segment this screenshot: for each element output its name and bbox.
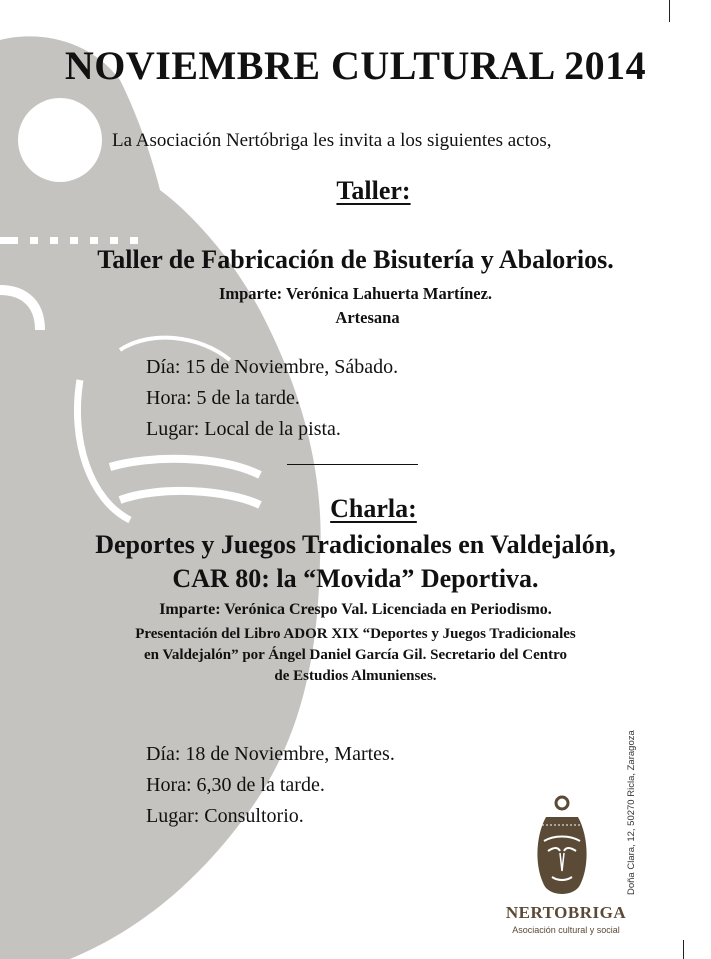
charla-lugar: Lugar: Consultorio. <box>146 805 304 827</box>
logo-name: NERTOBRIGA <box>505 903 627 922</box>
charla-detail-line1: Presentación del Libro ADOR XIX “Deportes y Juegos Tradicionales <box>135 626 576 642</box>
charla-heading: Charla: <box>330 494 417 523</box>
mask-logo-icon <box>532 795 592 903</box>
intro-text: La Asociación Nertóbriga les invita a los siguientes actos, <box>112 130 552 151</box>
charla-hora: Hora: 6,30 de la tarde. <box>146 774 325 796</box>
crop-mark-top <box>669 0 670 22</box>
nertobriga-logo <box>505 795 640 945</box>
crop-mark-bottom <box>683 940 684 959</box>
charla-title-line2: CAR 80: la “Movida” Deportiva. <box>172 564 539 593</box>
taller-name: Taller de Fabricación de Bisutería y Abalorios. <box>97 245 614 274</box>
logo-subtitle: Asociación cultural y social <box>512 925 620 935</box>
charla-detail-line2: en Valdejalón” por Ángel Daniel García Gil. Secretario del Centro <box>143 647 568 663</box>
taller-dia: Día: 15 de Noviembre, Sábado. <box>146 356 399 378</box>
charla-title-line1: Deportes y Juegos Tradicionales en Valdejalón, <box>95 530 616 559</box>
taller-hora: Hora: 5 de la tarde. <box>146 387 300 409</box>
logo-address: Doña Clara, 12, 50270 Ricla, Zaragoza <box>626 730 637 895</box>
section-divider <box>287 464 418 465</box>
taller-lugar: Lugar: Local de la pista. <box>146 418 341 440</box>
taller-role: Artesana <box>335 308 400 327</box>
taller-imparte: Imparte: Verónica Lahuerta Martínez. <box>218 284 493 303</box>
charla-dia: Día: 18 de Noviembre, Martes. <box>146 743 395 765</box>
poster-title: NOVIEMBRE CULTURAL 2014 <box>64 43 647 88</box>
charla-detail-line3: de Estudios Almunienses. <box>274 668 437 684</box>
charla-imparte: Imparte: Verónica Crespo Val. Licenciada en Periodismo. <box>159 601 552 618</box>
taller-heading: Taller: <box>336 176 411 205</box>
